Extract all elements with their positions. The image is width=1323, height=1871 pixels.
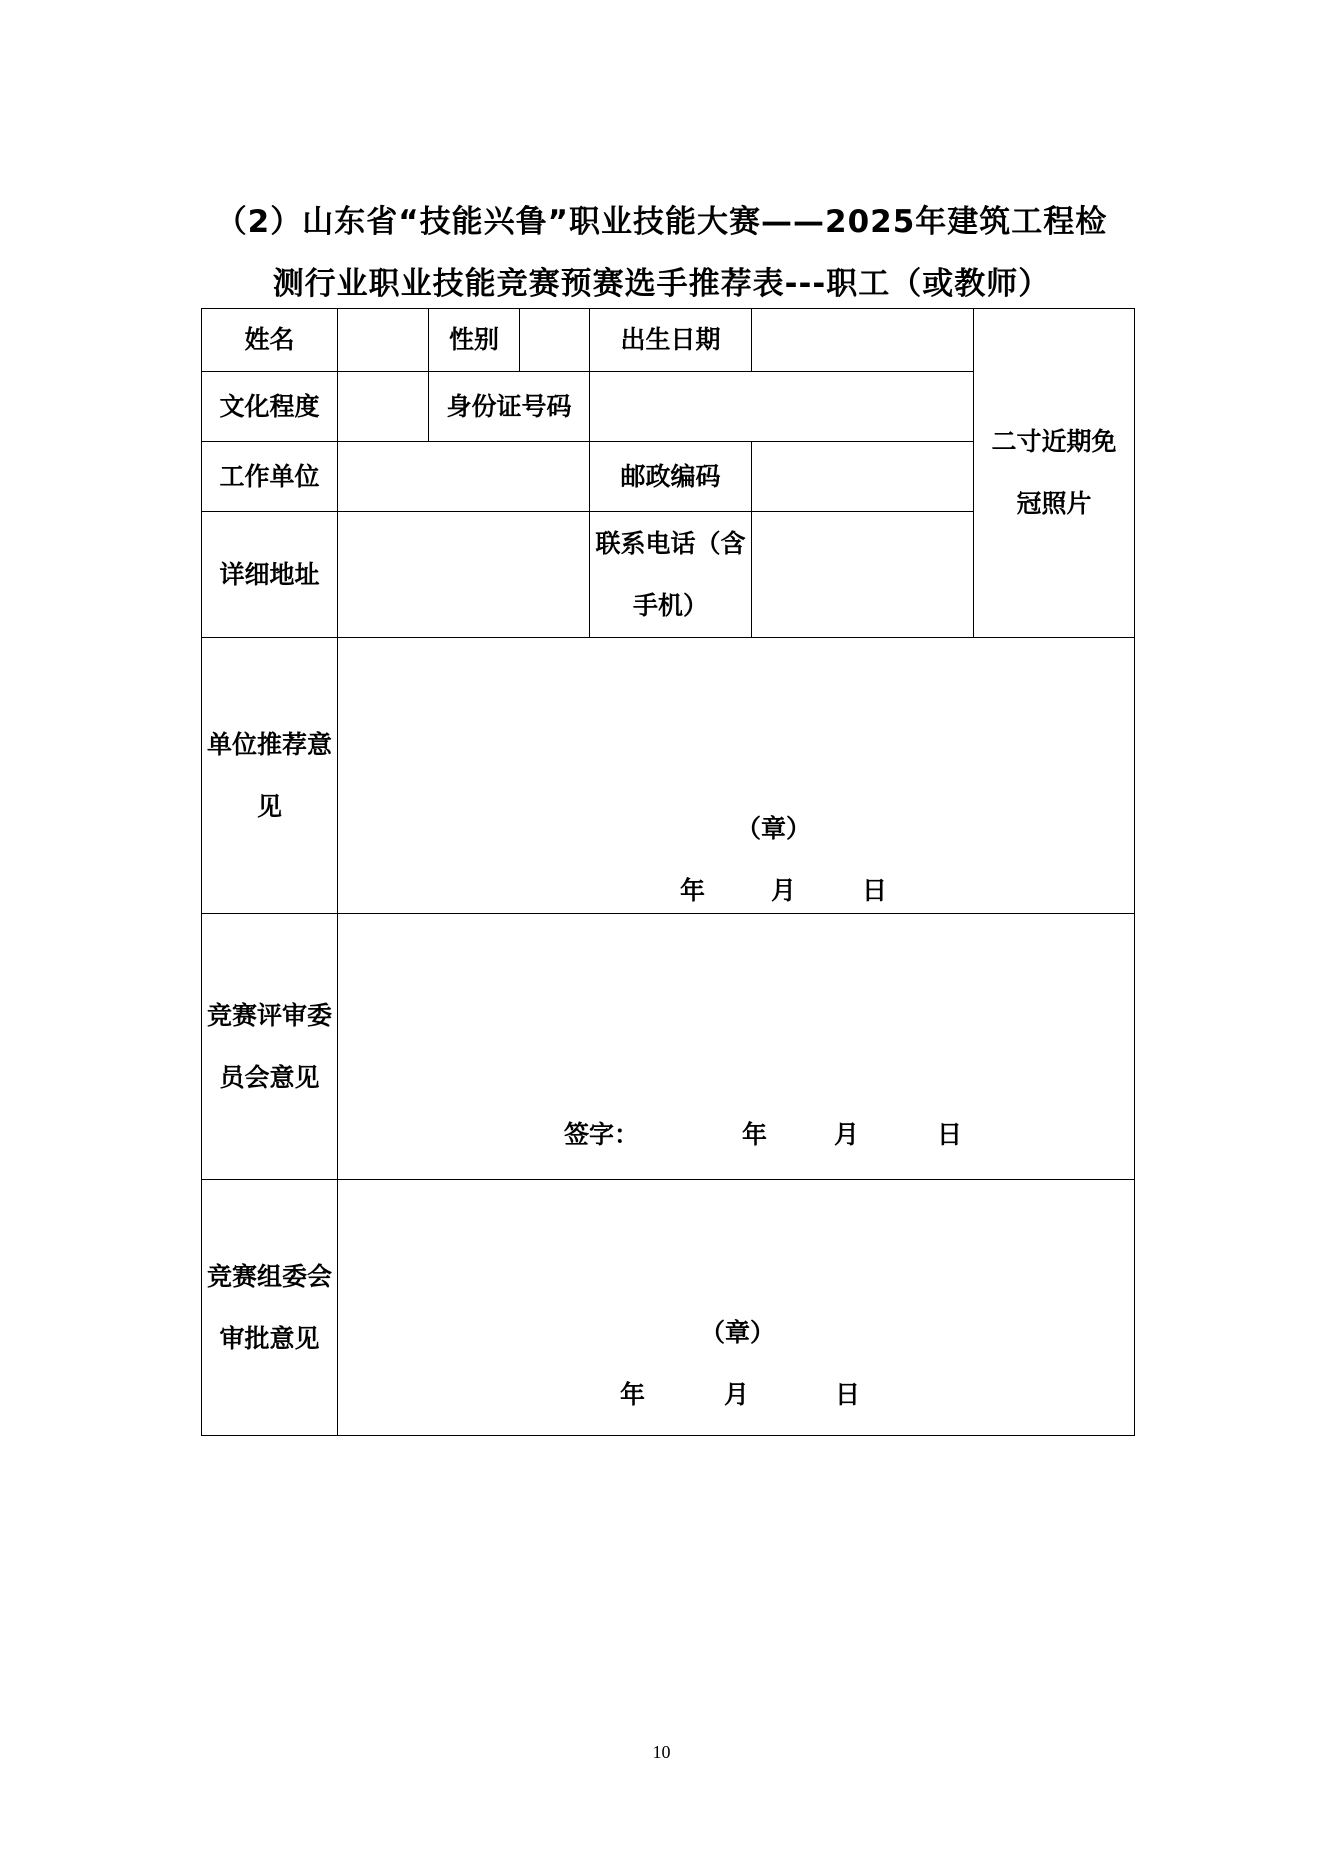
jury-day-text: 日 [937, 1120, 963, 1149]
unit-day-text: 日 [862, 876, 888, 905]
committee-month-text: 月 [724, 1380, 750, 1409]
committee-opinion-label [202, 1180, 338, 1436]
phone-label-line1: 联系电话（含 [595, 528, 746, 558]
recommendation-form-table [201, 308, 1135, 1436]
page-number: 10 [652, 1742, 671, 1762]
committee-opinion-area[interactable] [338, 1180, 1135, 1436]
unit-opinion-label-line1: 单位推荐意 [206, 729, 332, 759]
education-field[interactable] [338, 372, 429, 442]
employer-field[interactable] [338, 442, 590, 512]
unit-seal-text: （章） [736, 814, 812, 843]
committee-opinion-label-line2: 审批意见 [219, 1323, 320, 1353]
jury-signature-text: 签字： [564, 1120, 640, 1149]
unit-opinion-label-line2: 见 [256, 791, 282, 821]
phone-field[interactable] [752, 512, 974, 638]
birth-date-label: 出生日期 [590, 309, 752, 372]
page-title-line1: （2）山东省“技能兴鲁”职业技能大赛——2025年建筑工程检 [215, 204, 1108, 240]
id-number-field[interactable] [590, 372, 974, 442]
committee-day-text: 日 [835, 1380, 861, 1409]
jury-year-text: 年 [742, 1120, 768, 1149]
photo-label-line2: 冠照片 [1016, 489, 1092, 518]
gender-label: 性别 [429, 309, 520, 372]
postcode-field[interactable] [752, 442, 974, 512]
unit-opinion-area[interactable] [338, 638, 1135, 914]
unit-opinion-label [202, 638, 338, 914]
birth-date-field[interactable] [752, 309, 974, 372]
photo-label-line1: 二寸近期免 [991, 427, 1117, 456]
unit-month-text: 月 [771, 876, 797, 905]
phone-label-line2: 手机） [632, 590, 708, 620]
address-field[interactable] [338, 512, 590, 638]
name-label: 姓名 [202, 309, 338, 372]
id-number-label: 身份证号码 [429, 372, 590, 442]
page-title-line2: 测行业职业技能竞赛预赛选手推荐表---职工（或教师） [272, 266, 1051, 302]
jury-month-text: 月 [834, 1120, 860, 1149]
unit-year-text: 年 [680, 876, 706, 905]
committee-year-text: 年 [620, 1380, 646, 1409]
committee-seal-text: （章） [700, 1318, 776, 1347]
jury-opinion-area[interactable] [338, 914, 1135, 1180]
committee-opinion-label-line1: 竞赛组委会 [206, 1261, 332, 1291]
jury-opinion-label-line1: 竞赛评审委 [206, 1000, 332, 1030]
education-label: 文化程度 [202, 372, 338, 442]
jury-opinion-label-line2: 员会意见 [219, 1062, 320, 1092]
photo-box[interactable] [974, 309, 1135, 638]
name-field[interactable] [338, 309, 429, 372]
phone-label [590, 512, 752, 638]
jury-opinion-label [202, 914, 338, 1180]
gender-field[interactable] [520, 309, 590, 372]
employer-label: 工作单位 [202, 442, 338, 512]
address-label: 详细地址 [202, 512, 338, 638]
postcode-label: 邮政编码 [590, 442, 752, 512]
